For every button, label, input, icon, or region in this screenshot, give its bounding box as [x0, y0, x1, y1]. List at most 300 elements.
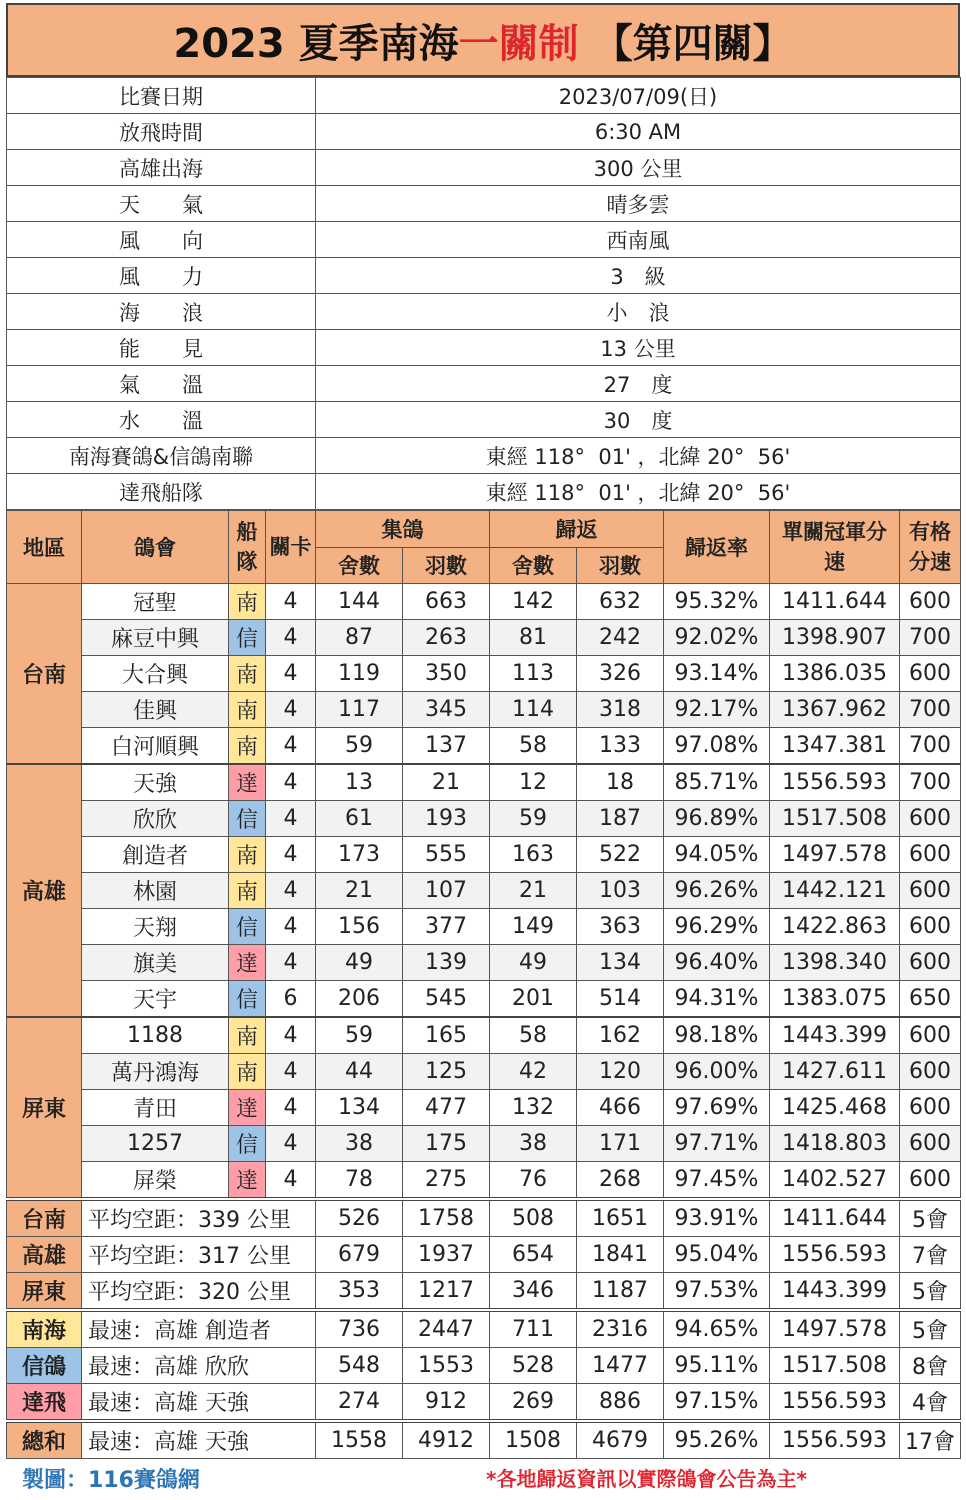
boat-cell: 南 [229, 1017, 266, 1054]
summary-desc: 最速：高雄 天強 [82, 1421, 316, 1459]
summary-row [7, 1310, 961, 1348]
summary-champ: 1556.593 [770, 1421, 900, 1459]
qualify-speed-cell: 600 [900, 873, 961, 909]
summary-desc: 平均空距：320 公里 [82, 1273, 316, 1311]
return-birds-cell: 466 [577, 1090, 664, 1126]
summary-r-birds: 1651 [577, 1199, 664, 1237]
summary-c-lofts: 274 [316, 1384, 403, 1422]
summary-name: 屏東 [7, 1273, 82, 1311]
rate-cell: 92.17% [664, 692, 770, 728]
boat-cell: 達 [229, 1090, 266, 1126]
stage-cell: 4 [266, 837, 316, 873]
summary-count: 7會 [900, 1237, 961, 1273]
summary-champ: 1497.578 [770, 1310, 900, 1348]
summary-name: 南海 [7, 1310, 82, 1348]
club-cell: 1257 [82, 1126, 229, 1162]
collect-lofts-cell: 61 [316, 801, 403, 837]
stage-cell: 4 [266, 909, 316, 945]
col-champ: 單關冠軍分速 [770, 511, 900, 584]
table-row [7, 837, 961, 873]
info-label: 風 力 [7, 258, 316, 294]
info-value: 3 級 [316, 258, 961, 294]
info-row [7, 150, 961, 186]
info-row [7, 186, 961, 222]
club-cell: 創造者 [82, 837, 229, 873]
rate-cell: 94.31% [664, 981, 770, 1018]
collect-birds-cell: 193 [403, 801, 490, 837]
summary-c-birds: 1217 [403, 1273, 490, 1311]
champ-speed-cell: 1427.611 [770, 1054, 900, 1090]
collect-birds-cell: 663 [403, 584, 490, 620]
summary-c-birds: 1758 [403, 1199, 490, 1237]
rate-cell: 97.71% [664, 1126, 770, 1162]
summary-r-lofts: 711 [490, 1310, 577, 1348]
club-cell: 天翔 [82, 909, 229, 945]
champ-speed-cell: 1402.527 [770, 1162, 900, 1200]
region-cell: 高雄 [7, 764, 82, 1017]
collect-lofts-cell: 206 [316, 981, 403, 1018]
info-row [7, 474, 961, 510]
collect-birds-cell: 137 [403, 728, 490, 765]
return-lofts-cell: 58 [490, 728, 577, 765]
stage-cell: 4 [266, 1017, 316, 1054]
table-row [7, 1126, 961, 1162]
collect-lofts-cell: 134 [316, 1090, 403, 1126]
summary-r-lofts: 269 [490, 1384, 577, 1422]
rate-cell: 85.71% [664, 764, 770, 801]
summary-champ: 1517.508 [770, 1348, 900, 1384]
boat-cell: 信 [229, 909, 266, 945]
return-birds-cell: 103 [577, 873, 664, 909]
return-birds-cell: 632 [577, 584, 664, 620]
region-cell: 台南 [7, 584, 82, 765]
col-return-lofts: 舍數 [490, 547, 577, 584]
summary-c-birds: 4912 [403, 1421, 490, 1459]
qualify-speed-cell: 700 [900, 728, 961, 765]
champ-speed-cell: 1367.962 [770, 692, 900, 728]
return-lofts-cell: 21 [490, 873, 577, 909]
collect-lofts-cell: 38 [316, 1126, 403, 1162]
summary-champ: 1411.644 [770, 1199, 900, 1237]
qualify-speed-cell: 600 [900, 1126, 961, 1162]
boat-cell: 南 [229, 837, 266, 873]
boat-cell: 信 [229, 1126, 266, 1162]
rate-cell: 96.00% [664, 1054, 770, 1090]
qualify-speed-cell: 600 [900, 1017, 961, 1054]
summary-c-birds: 2447 [403, 1310, 490, 1348]
boat-cell: 南 [229, 873, 266, 909]
champ-speed-cell: 1386.035 [770, 656, 900, 692]
info-value: 小 浪 [316, 294, 961, 330]
summary-c-lofts: 526 [316, 1199, 403, 1237]
champ-speed-cell: 1517.508 [770, 801, 900, 837]
boat-cell: 南 [229, 692, 266, 728]
summary-row [7, 1421, 961, 1459]
col-stage: 關卡 [266, 511, 316, 584]
collect-birds-cell: 377 [403, 909, 490, 945]
table-row [7, 728, 961, 765]
collect-lofts-cell: 59 [316, 1017, 403, 1054]
title-part-2: 【第四關】 [592, 20, 793, 67]
return-lofts-cell: 58 [490, 1017, 577, 1054]
club-cell: 天宇 [82, 981, 229, 1018]
collect-lofts-cell: 78 [316, 1162, 403, 1200]
summary-rate: 97.53% [664, 1273, 770, 1311]
summary-c-birds: 1937 [403, 1237, 490, 1273]
info-row [7, 402, 961, 438]
summary-rate: 95.26% [664, 1421, 770, 1459]
table-row [7, 1054, 961, 1090]
info-row [7, 114, 961, 150]
info-label: 水 溫 [7, 402, 316, 438]
collect-lofts-cell: 87 [316, 620, 403, 656]
return-lofts-cell: 42 [490, 1054, 577, 1090]
info-label: 高雄出海 [7, 150, 316, 186]
summary-c-lofts: 679 [316, 1237, 403, 1273]
club-cell: 欣欣 [82, 801, 229, 837]
return-lofts-cell: 142 [490, 584, 577, 620]
club-cell: 萬丹鴻海 [82, 1054, 229, 1090]
stage-cell: 4 [266, 1090, 316, 1126]
summary-r-birds: 1841 [577, 1237, 664, 1273]
col-qualify: 有格分速 [900, 511, 961, 584]
summary-count: 8會 [900, 1348, 961, 1384]
summary-rate: 97.15% [664, 1384, 770, 1422]
col-return: 歸返 [490, 511, 664, 548]
summary-row [7, 1237, 961, 1273]
summary-desc: 平均空距：339 公里 [82, 1199, 316, 1237]
stage-cell: 4 [266, 1126, 316, 1162]
collect-lofts-cell: 117 [316, 692, 403, 728]
summary-r-lofts: 528 [490, 1348, 577, 1384]
col-rate: 歸返率 [664, 511, 770, 584]
champ-speed-cell: 1398.907 [770, 620, 900, 656]
rate-cell: 97.08% [664, 728, 770, 765]
collect-birds-cell: 545 [403, 981, 490, 1018]
col-collect: 集鴿 [316, 511, 490, 548]
collect-birds-cell: 139 [403, 945, 490, 981]
table-row [7, 945, 961, 981]
info-label: 能 見 [7, 330, 316, 366]
info-row [7, 330, 961, 366]
club-cell: 林園 [82, 873, 229, 909]
col-region: 地區 [7, 511, 82, 584]
info-value: 300 公里 [316, 150, 961, 186]
champ-speed-cell: 1422.863 [770, 909, 900, 945]
summary-champ: 1556.593 [770, 1237, 900, 1273]
qualify-speed-cell: 650 [900, 981, 961, 1018]
info-value: 27 度 [316, 366, 961, 402]
info-row [7, 258, 961, 294]
summary-r-birds: 886 [577, 1384, 664, 1422]
table-row [7, 1017, 961, 1054]
rate-cell: 97.69% [664, 1090, 770, 1126]
return-birds-cell: 318 [577, 692, 664, 728]
champ-speed-cell: 1556.593 [770, 764, 900, 801]
return-birds-cell: 326 [577, 656, 664, 692]
rate-cell: 98.18% [664, 1017, 770, 1054]
summary-r-birds: 1477 [577, 1348, 664, 1384]
collect-birds-cell: 350 [403, 656, 490, 692]
col-collect-lofts: 舍數 [316, 547, 403, 584]
page-title [7, 4, 959, 76]
collect-birds-cell: 263 [403, 620, 490, 656]
collect-lofts-cell: 173 [316, 837, 403, 873]
stage-cell: 4 [266, 873, 316, 909]
title-highlight: 一關制 [458, 20, 579, 67]
collect-birds-cell: 107 [403, 873, 490, 909]
collect-birds-cell: 21 [403, 764, 490, 801]
qualify-speed-cell: 600 [900, 584, 961, 620]
summary-r-lofts: 654 [490, 1237, 577, 1273]
rate-cell: 96.29% [664, 909, 770, 945]
summary-desc: 平均空距：317 公里 [82, 1237, 316, 1273]
collect-lofts-cell: 144 [316, 584, 403, 620]
summary-row [7, 1348, 961, 1384]
col-boat: 船隊 [229, 511, 266, 584]
stage-cell: 4 [266, 728, 316, 765]
return-lofts-cell: 81 [490, 620, 577, 656]
info-label: 放飛時間 [7, 114, 316, 150]
info-label: 南海賽鴿&信鴿南聯 [7, 438, 316, 474]
info-label: 風 向 [7, 222, 316, 258]
stage-cell: 4 [266, 945, 316, 981]
collect-lofts-cell: 21 [316, 873, 403, 909]
info-value: 6:30 AM [316, 114, 961, 150]
summary-rate: 95.11% [664, 1348, 770, 1384]
qualify-speed-cell: 700 [900, 692, 961, 728]
champ-speed-cell: 1497.578 [770, 837, 900, 873]
summary-count: 4會 [900, 1384, 961, 1422]
return-lofts-cell: 201 [490, 981, 577, 1018]
summary-rate: 94.65% [664, 1310, 770, 1348]
race-info-table [6, 77, 961, 510]
collect-birds-cell: 477 [403, 1090, 490, 1126]
info-label: 比賽日期 [7, 78, 316, 114]
qualify-speed-cell: 600 [900, 945, 961, 981]
boat-cell: 南 [229, 728, 266, 765]
summary-rate: 95.04% [664, 1237, 770, 1273]
stage-cell: 4 [266, 764, 316, 801]
collect-birds-cell: 175 [403, 1126, 490, 1162]
qualify-speed-cell: 600 [900, 837, 961, 873]
rate-cell: 96.40% [664, 945, 770, 981]
qualify-speed-cell: 600 [900, 801, 961, 837]
results-table [6, 510, 961, 1459]
club-cell: 佳興 [82, 692, 229, 728]
champ-speed-cell: 1398.340 [770, 945, 900, 981]
stage-cell: 4 [266, 1162, 316, 1200]
info-row [7, 294, 961, 330]
credit-text: 製圖：116賽鴿網 [22, 1468, 200, 1493]
boat-cell: 信 [229, 801, 266, 837]
return-lofts-cell: 38 [490, 1126, 577, 1162]
champ-speed-cell: 1418.803 [770, 1126, 900, 1162]
info-value: 30 度 [316, 402, 961, 438]
return-birds-cell: 162 [577, 1017, 664, 1054]
info-value: 2023/07/09(日) [316, 78, 961, 114]
summary-count: 5會 [900, 1273, 961, 1311]
rate-cell: 96.26% [664, 873, 770, 909]
info-value: 東經 118° 01' ，北緯 20° 56' [316, 438, 961, 474]
return-lofts-cell: 76 [490, 1162, 577, 1200]
info-value: 晴多雲 [316, 186, 961, 222]
summary-name: 信鴿 [7, 1348, 82, 1384]
summary-r-birds: 2316 [577, 1310, 664, 1348]
rate-cell: 96.89% [664, 801, 770, 837]
table-row [7, 620, 961, 656]
return-lofts-cell: 113 [490, 656, 577, 692]
qualify-speed-cell: 600 [900, 909, 961, 945]
summary-r-lofts: 508 [490, 1199, 577, 1237]
champ-speed-cell: 1443.399 [770, 1017, 900, 1054]
info-label: 達飛船隊 [7, 474, 316, 510]
club-cell: 麻豆中興 [82, 620, 229, 656]
info-label: 海 浪 [7, 294, 316, 330]
summary-rate: 93.91% [664, 1199, 770, 1237]
qualify-speed-cell: 600 [900, 1090, 961, 1126]
summary-count: 17會 [900, 1421, 961, 1459]
return-lofts-cell: 59 [490, 801, 577, 837]
stage-cell: 4 [266, 1054, 316, 1090]
info-row [7, 222, 961, 258]
col-collect-birds: 羽數 [403, 547, 490, 584]
return-lofts-cell: 132 [490, 1090, 577, 1126]
return-birds-cell: 120 [577, 1054, 664, 1090]
title-table [6, 3, 960, 77]
club-cell: 天強 [82, 764, 229, 801]
club-cell: 冠聖 [82, 584, 229, 620]
summary-desc: 最速：高雄 創造者 [82, 1310, 316, 1348]
collect-lofts-cell: 13 [316, 764, 403, 801]
summary-row [7, 1273, 961, 1311]
boat-cell: 達 [229, 764, 266, 801]
rate-cell: 94.05% [664, 837, 770, 873]
summary-name: 高雄 [7, 1237, 82, 1273]
summary-row [7, 1199, 961, 1237]
summary-c-birds: 1553 [403, 1348, 490, 1384]
table-row [7, 1090, 961, 1126]
summary-c-birds: 912 [403, 1384, 490, 1422]
summary-r-birds: 4679 [577, 1421, 664, 1459]
champ-speed-cell: 1383.075 [770, 981, 900, 1018]
summary-c-lofts: 1558 [316, 1421, 403, 1459]
info-label: 氣 溫 [7, 366, 316, 402]
return-birds-cell: 522 [577, 837, 664, 873]
table-row [7, 1162, 961, 1200]
info-value: 東經 118° 01' ，北緯 20° 56' [316, 474, 961, 510]
collect-lofts-cell: 44 [316, 1054, 403, 1090]
return-birds-cell: 18 [577, 764, 664, 801]
col-return-birds: 羽數 [577, 547, 664, 584]
return-birds-cell: 363 [577, 909, 664, 945]
club-cell: 1188 [82, 1017, 229, 1054]
info-label: 天 氣 [7, 186, 316, 222]
collect-birds-cell: 275 [403, 1162, 490, 1200]
collect-lofts-cell: 49 [316, 945, 403, 981]
summary-count: 5會 [900, 1199, 961, 1237]
rate-cell: 92.02% [664, 620, 770, 656]
boat-cell: 南 [229, 584, 266, 620]
summary-champ: 1443.399 [770, 1273, 900, 1311]
return-birds-cell: 134 [577, 945, 664, 981]
return-lofts-cell: 49 [490, 945, 577, 981]
info-row [7, 78, 961, 114]
table-row [7, 764, 961, 801]
summary-name: 達飛 [7, 1384, 82, 1422]
return-birds-cell: 514 [577, 981, 664, 1018]
rate-cell: 93.14% [664, 656, 770, 692]
collect-lofts-cell: 59 [316, 728, 403, 765]
info-value: 西南風 [316, 222, 961, 258]
boat-cell: 達 [229, 1162, 266, 1200]
stage-cell: 4 [266, 584, 316, 620]
stage-cell: 4 [266, 801, 316, 837]
col-club: 鴿會 [82, 511, 229, 584]
table-row [7, 801, 961, 837]
club-cell: 大合興 [82, 656, 229, 692]
stage-cell: 6 [266, 981, 316, 1018]
info-value: 13 公里 [316, 330, 961, 366]
summary-row [7, 1384, 961, 1422]
table-row [7, 692, 961, 728]
qualify-speed-cell: 700 [900, 620, 961, 656]
stage-cell: 4 [266, 656, 316, 692]
rate-cell: 97.45% [664, 1162, 770, 1200]
table-row [7, 584, 961, 620]
champ-speed-cell: 1411.644 [770, 584, 900, 620]
table-row [7, 981, 961, 1018]
return-lofts-cell: 12 [490, 764, 577, 801]
summary-desc: 最速：高雄 欣欣 [82, 1348, 316, 1384]
boat-cell: 南 [229, 1054, 266, 1090]
summary-c-lofts: 548 [316, 1348, 403, 1384]
summary-name: 總和 [7, 1421, 82, 1459]
summary-name: 台南 [7, 1199, 82, 1237]
title-part-1: 2023 夏季南海 [173, 20, 459, 67]
summary-r-lofts: 1508 [490, 1421, 577, 1459]
boat-cell: 達 [229, 945, 266, 981]
boat-cell: 信 [229, 620, 266, 656]
results-sheet [6, 3, 960, 1459]
summary-c-lofts: 353 [316, 1273, 403, 1311]
club-cell: 屏榮 [82, 1162, 229, 1200]
club-cell: 青田 [82, 1090, 229, 1126]
stage-cell: 4 [266, 620, 316, 656]
return-lofts-cell: 149 [490, 909, 577, 945]
summary-count: 5會 [900, 1310, 961, 1348]
champ-speed-cell: 1442.121 [770, 873, 900, 909]
info-row [7, 366, 961, 402]
collect-birds-cell: 165 [403, 1017, 490, 1054]
collect-lofts-cell: 119 [316, 656, 403, 692]
return-lofts-cell: 114 [490, 692, 577, 728]
return-birds-cell: 187 [577, 801, 664, 837]
qualify-speed-cell: 600 [900, 1054, 961, 1090]
return-birds-cell: 133 [577, 728, 664, 765]
table-row [7, 909, 961, 945]
boat-cell: 信 [229, 981, 266, 1018]
qualify-speed-cell: 700 [900, 764, 961, 801]
footer [0, 1461, 966, 1497]
stage-cell: 4 [266, 692, 316, 728]
champ-speed-cell: 1425.468 [770, 1090, 900, 1126]
disclaimer-text: *各地歸返資訊以實際鴿會公告為主* [486, 1467, 807, 1491]
summary-r-birds: 1187 [577, 1273, 664, 1311]
summary-r-lofts: 346 [490, 1273, 577, 1311]
return-birds-cell: 171 [577, 1126, 664, 1162]
summary-desc: 最速：高雄 天強 [82, 1384, 316, 1422]
